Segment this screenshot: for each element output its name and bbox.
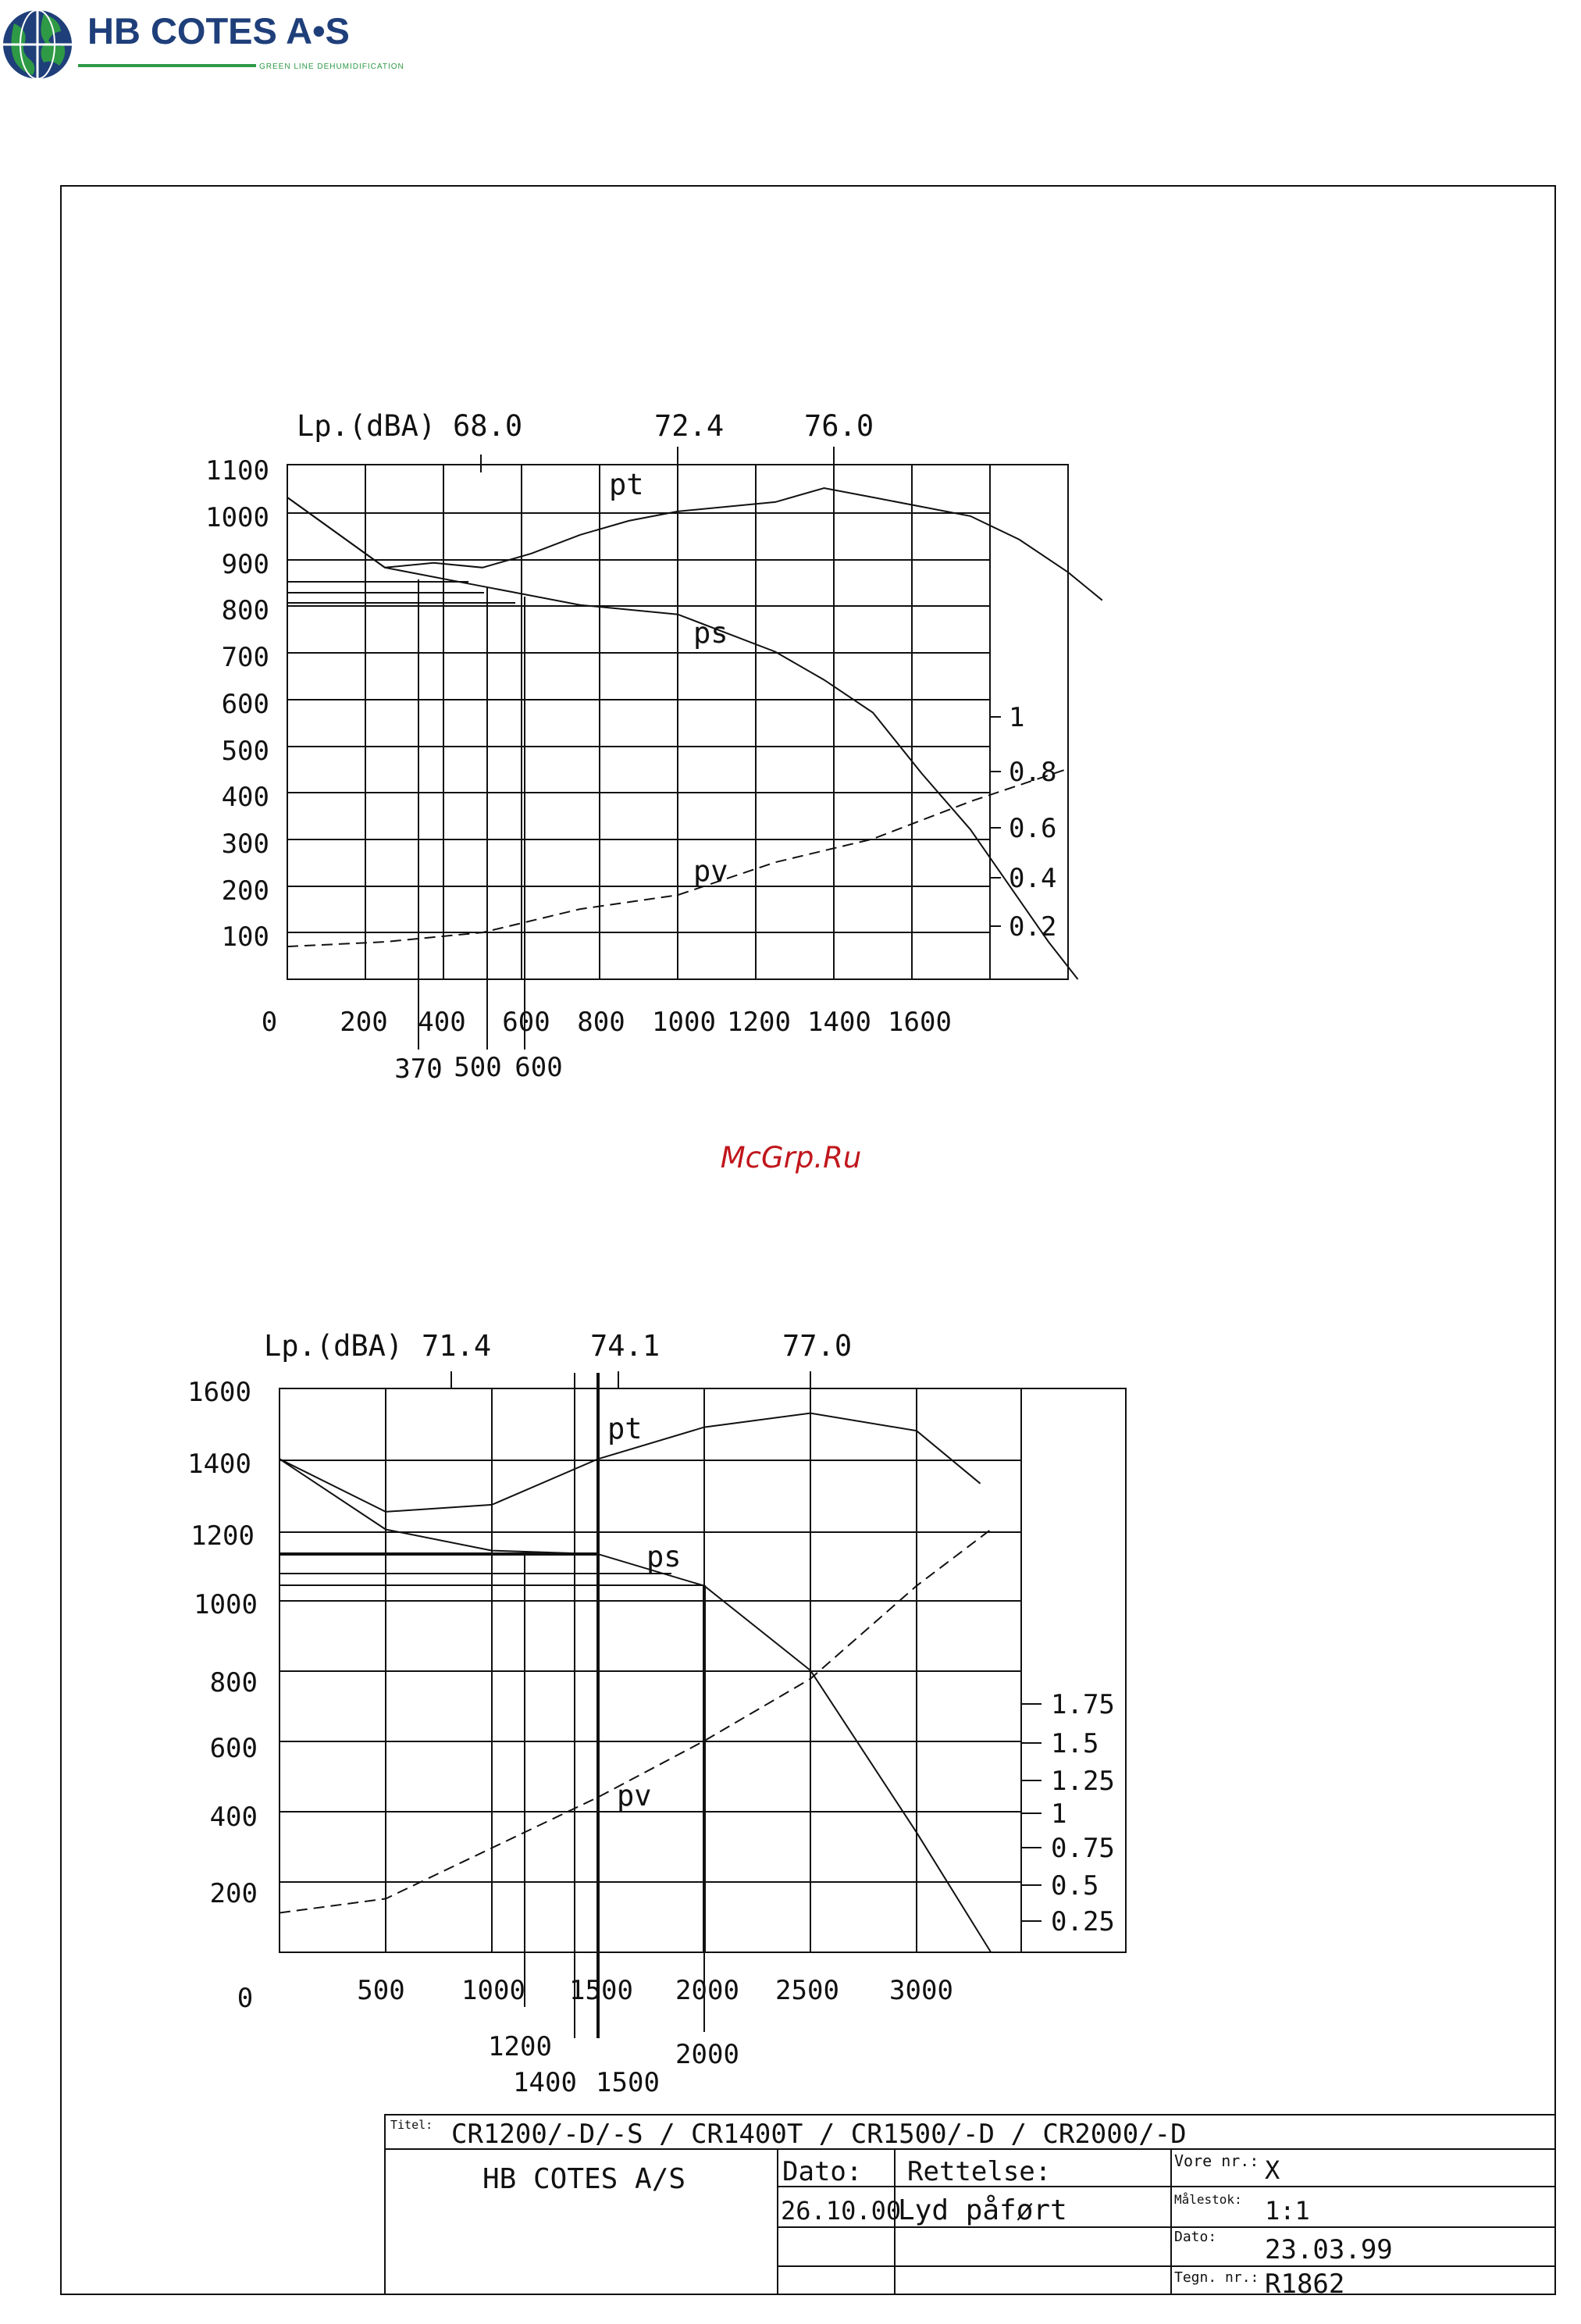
our-number: X <box>1265 2155 1280 2185</box>
chart-2-sound-level-2: 74.1 <box>590 1329 661 1363</box>
chart-1-y-tick: 600 <box>221 689 269 720</box>
chart-1-y-tick: 100 <box>221 921 269 953</box>
chart-2-y-tick: 1000 <box>194 1589 258 1620</box>
chart-1-y2-tick: 0.4 <box>1009 863 1057 894</box>
chart-1-y-tick: 900 <box>221 549 269 580</box>
chart-1-y2-tick: 0.8 <box>1009 757 1057 788</box>
chart-1-x-tick: 600 <box>502 1007 550 1038</box>
chart-1-x-tick: 200 <box>340 1007 388 1038</box>
chart-2-y2-tick: 1 <box>1051 1798 1067 1830</box>
chart-1-curve-ps <box>287 497 1078 979</box>
chart-1-x-tick: 1600 <box>888 1007 952 1038</box>
chart-2-x-tick: 2500 <box>775 1975 839 2006</box>
chart-1-x-tick: 1000 <box>652 1007 716 1038</box>
chart-2-y-tick: 800 <box>209 1667 258 1698</box>
revision-column-header: Rettelse: <box>907 2156 1052 2187</box>
chart-2-y2-tick: 1.5 <box>1051 1728 1099 1759</box>
chart-2-sound-level-3: 77.0 <box>782 1329 853 1363</box>
chart-1-y-tick: 800 <box>221 595 269 626</box>
chart-1-sound-level-3: 76.0 <box>804 409 874 443</box>
chart-1-x-tick: 1400 <box>807 1007 871 1038</box>
chart-2-operating-point: 2000 <box>675 2039 739 2070</box>
chart-2-y2-tick: 0.75 <box>1051 1833 1115 1864</box>
date-column-header: Dato: <box>782 2156 863 2187</box>
drawing-date: 23.03.99 <box>1265 2234 1393 2265</box>
revision-text: Lyd påført <box>898 2194 1067 2226</box>
chart-1-y2-tick: 1 <box>1009 702 1025 733</box>
chart-2-labels <box>187 1329 1115 2098</box>
chart-1-y-tick: 200 <box>221 875 269 907</box>
chart-1-title: Lp.(dBA) <box>297 409 436 443</box>
chart-2 <box>187 1329 1126 2098</box>
chart-1-y-tick: 400 <box>221 782 269 813</box>
drawing-title: CR1200/-D/-S / CR1400T / CR1500/-D / CR2000/-D <box>451 2119 1187 2150</box>
chart-2-x-tick: 1000 <box>461 1975 525 2006</box>
chart-1-series-label-ps: ps <box>693 616 728 650</box>
logo-company-name: HB COTES A•S <box>87 10 350 52</box>
chart-2-operating-point: 1500 <box>596 2067 660 2098</box>
date-label: Dato: <box>1174 2229 1217 2245</box>
watermark: McGrp.Ru <box>720 1141 862 1174</box>
chart-2-operating-point: 1200 <box>488 2031 552 2062</box>
chart-1-y-tick: 300 <box>221 829 269 860</box>
chart-1-x-tick: 0 <box>261 1007 278 1038</box>
chart-2-y-tick: 1600 <box>187 1377 251 1408</box>
chart-2-sound-level-1: 71.4 <box>422 1329 492 1363</box>
chart-1-sound-level-2: 72.4 <box>654 409 725 443</box>
chart-2-series-label-pv: pv <box>617 1779 652 1813</box>
chart-2-x-tick: 1500 <box>569 1975 633 2006</box>
our-number-label: Vore nr.: <box>1174 2151 1259 2170</box>
title-label: Titel: <box>390 2118 433 2132</box>
chart-2-y2-tick: 1.25 <box>1051 1766 1115 1797</box>
company-logo <box>3 10 404 79</box>
chart-2-x-tick: 2000 <box>675 1975 739 2006</box>
chart-2-series-label-pt: pt <box>607 1412 643 1445</box>
drawing-number-label: Tegn. nr.: <box>1174 2269 1259 2286</box>
chart-1-x-tick: 400 <box>418 1007 466 1038</box>
chart-1-y-tick: 700 <box>221 642 269 673</box>
chart-2-title: Lp.(dBA) <box>264 1329 404 1363</box>
chart-1-sound-level-1: 68.0 <box>453 409 523 443</box>
chart-2-x-tick: 500 <box>357 1975 405 2006</box>
chart-1-y2-tick: 0.6 <box>1009 813 1057 844</box>
chart-1-operating-point: 500 <box>454 1052 502 1083</box>
chart-1-operating-point: 600 <box>515 1052 563 1083</box>
revision-date: 26.10.00 <box>781 2196 902 2226</box>
chart-1-y-tick: 1000 <box>205 502 269 533</box>
globe-icon <box>3 10 72 79</box>
chart-2-y-tick: 200 <box>209 1878 258 1909</box>
chart-1-grid <box>287 447 1068 979</box>
chart-2-x-tick: 3000 <box>889 1975 953 2006</box>
chart-1-y2-tick: 0.2 <box>1009 911 1057 943</box>
chart-1-operating-point: 370 <box>394 1053 443 1085</box>
drawing-number: R1862 <box>1265 2269 1345 2300</box>
chart-2-y-tick: 400 <box>209 1802 258 1833</box>
chart-1 <box>205 409 1102 1085</box>
chart-2-y2-tick: 1.75 <box>1051 1689 1115 1720</box>
company-name: HB COTES A/S <box>482 2163 686 2195</box>
chart-1-series-label-pt: pt <box>609 468 644 501</box>
title-block <box>385 2115 1555 2300</box>
chart-1-y-tick: 1100 <box>205 455 269 487</box>
chart-2-y-tick: 1200 <box>191 1520 255 1552</box>
chart-2-series-label-ps: ps <box>646 1540 682 1574</box>
chart-1-y-tick: 500 <box>221 736 269 767</box>
scale-label: Målestok: <box>1174 2192 1242 2207</box>
logo-tagline: GREEN LINE DEHUMIDIFICATION <box>259 62 404 71</box>
chart-1-x-tick: 1200 <box>727 1007 791 1038</box>
chart-1-x-tick: 800 <box>577 1007 625 1038</box>
scale-value: 1:1 <box>1265 2196 1310 2226</box>
chart-1-series-label-pv: pv <box>693 854 728 888</box>
chart-2-y-tick: 600 <box>209 1733 258 1764</box>
chart-2-operating-point: 1400 <box>513 2067 577 2098</box>
chart-2-x-tick: 0 <box>237 1983 254 2014</box>
chart-2-y2-tick: 0.5 <box>1051 1870 1099 1902</box>
chart-2-y2-tick: 0.25 <box>1051 1906 1115 1937</box>
chart-1-curve-pt <box>287 488 1102 601</box>
chart-2-y-tick: 1400 <box>187 1449 251 1480</box>
